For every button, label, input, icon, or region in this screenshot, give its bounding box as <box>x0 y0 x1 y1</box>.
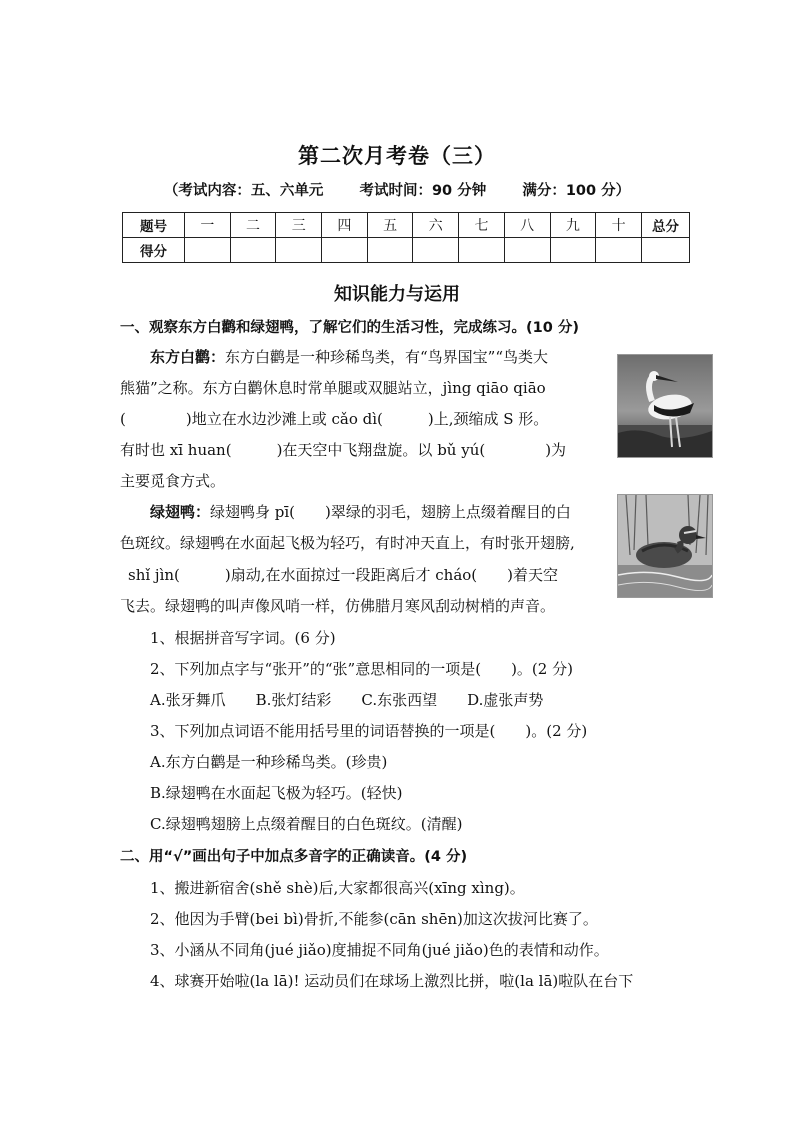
score-cell[interactable] <box>276 238 322 263</box>
section-title: 知识能力与运用 <box>334 284 460 305</box>
stork-passage-line: 主要觅食方式。 <box>120 472 226 490</box>
score-header-cell: 总分 <box>642 213 690 238</box>
score-cell[interactable] <box>642 238 690 263</box>
option-c[interactable]: C.绿翅鸭翅膀上点缀着醒目的白色斑纹。(清醒) <box>150 815 463 833</box>
option-c[interactable]: C.东张西望 <box>361 691 438 709</box>
score-header-cell: 四 <box>322 213 368 238</box>
score-cell[interactable] <box>367 238 413 263</box>
question-1-sub-2: 2、下列加点字与“张开”的“张”意思相同的一项是( )。(2 分) <box>150 660 573 678</box>
question-1-title: 一、观察东方白鹳和绿翅鸭，了解它们的生活习性，完成练习。(10 分) <box>120 320 579 336</box>
score-header-cell: 五 <box>367 213 413 238</box>
score-cell[interactable] <box>185 238 231 263</box>
score-cell[interactable] <box>413 238 459 263</box>
exam-score: 满分：100 分） <box>522 183 631 199</box>
stork-passage-line: 熊猫”之称。东方白鹳休息时常单腿或双腿站立，jìng qiāo qiāo <box>120 379 546 397</box>
score-table-score-row <box>123 238 690 263</box>
score-header-cell: 二 <box>230 213 276 238</box>
teal-passage-line: 色斑纹。绿翅鸭在水面起飞极为轻巧，有时冲天直上，有时张开翅膀, <box>120 534 575 552</box>
stork-text: 东方白鹳是一种珍稀鸟类，有“鸟界国宝”“鸟类大 <box>225 348 549 366</box>
score-cell[interactable] <box>459 238 505 263</box>
question-1-sub-2-options <box>150 689 543 710</box>
score-table-header-row <box>123 213 690 238</box>
score-header-cell: 十 <box>596 213 642 238</box>
teal-passage-line: 飞去。绿翅鸭的叫声像风哨一样，仿佛腊月寒风刮动树梢的声音。 <box>120 597 556 615</box>
option-b[interactable]: B.张灯结彩 <box>255 691 332 709</box>
teal-passage-line: shǐ jìn( )扇动,在水面掠过一段距离后才 cháo( )着天空 <box>128 566 559 584</box>
teal-text: 绿翅鸭身 pī( )翠绿的羽毛，翅膀上点缀着醒目的白 <box>210 503 571 521</box>
score-header-cell: 一 <box>185 213 231 238</box>
option-a[interactable]: A.东方白鹳是一种珍稀鸟类。(珍贵) <box>150 753 388 771</box>
stork-label: 东方白鹳： <box>150 348 226 366</box>
exam-time: 考试时间：90 分钟 <box>359 183 487 199</box>
question-2-item: 3、小涵从不同角(jué jiǎo)度捕捉不同角(jué jiǎo)色的表情和动作。 <box>150 941 609 959</box>
score-cell[interactable] <box>504 238 550 263</box>
score-cell[interactable] <box>230 238 276 263</box>
score-header-cell: 题号 <box>123 213 185 238</box>
score-header-cell: 七 <box>459 213 505 238</box>
question-1-sub-3: 3、下列加点词语不能用括号里的词语替换的一项是( )。(2 分) <box>150 722 588 740</box>
score-header-cell: 九 <box>550 213 596 238</box>
score-cell[interactable] <box>322 238 368 263</box>
teal-label: 绿翅鸭： <box>150 503 211 521</box>
score-cell[interactable] <box>550 238 596 263</box>
option-a[interactable]: A.张牙舞爪 <box>150 691 226 709</box>
stork-passage-line: ( )地立在水边沙滩上或 cǎo dì( )上,颈缩成 S 形。 <box>120 410 549 428</box>
exam-content: （考试内容：五、六单元 <box>163 183 324 199</box>
option-b[interactable]: B.绿翅鸭在水面起飞极为轻巧。(轻快) <box>150 784 403 802</box>
score-table <box>122 212 690 263</box>
exam-title: 第二次月考卷（三） <box>298 144 496 168</box>
score-header-cell: 八 <box>504 213 550 238</box>
stork-passage-line <box>150 346 548 367</box>
question-2-item: 4、球赛开始啦(la lā)! 运动员们在球场上激烈比拼，啦(la lā)啦队在台下 <box>150 972 634 990</box>
score-header-cell: 三 <box>276 213 322 238</box>
stork-image <box>617 354 713 458</box>
teal-passage-line <box>150 501 571 522</box>
stork-passage-line: 有时也 xī huan( )在天空中飞翔盘旋。以 bǔ yú( )为 <box>120 441 567 459</box>
score-cell[interactable] <box>596 238 642 263</box>
option-d[interactable]: D.虚张声势 <box>467 691 544 709</box>
question-2-title: 二、用“√”画出句子中加点多音字的正确读音。(4 分) <box>120 849 468 865</box>
exam-info <box>0 179 794 200</box>
question-2-item: 2、他因为手臂(bei bì)骨折,不能参(cān shēn)加这次拔河比赛了。 <box>150 910 598 928</box>
score-header-cell: 六 <box>413 213 459 238</box>
score-row-label: 得分 <box>123 238 185 263</box>
teal-duck-image <box>617 494 713 598</box>
question-2-item: 1、搬进新宿舍(shě shè)后,大家都很高兴(xīng xìng)。 <box>150 879 525 897</box>
question-1-sub-1: 1、根据拼音写字词。(6 分) <box>150 629 336 647</box>
